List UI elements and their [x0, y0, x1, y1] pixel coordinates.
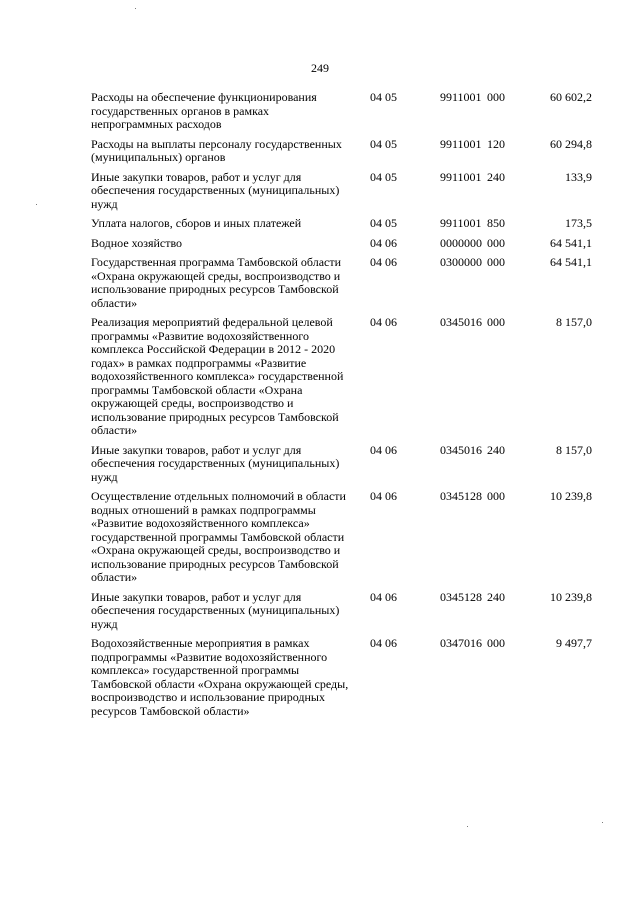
scan-speck — [467, 826, 468, 827]
target-article-code: 0345016 — [440, 315, 482, 329]
target-article-code: 9911001 — [440, 216, 482, 230]
expense-name: Уплата налогов, сборов и иных платежей — [91, 216, 302, 230]
expense-type-code: 000 — [487, 90, 505, 104]
expense-type-code: 000 — [487, 315, 505, 329]
target-article-code: 0000000 — [440, 235, 482, 250]
expense-type-code: 000 — [487, 255, 505, 269]
target-article-code: 9911001 — [440, 169, 482, 184]
section-code: 04 05 — [370, 169, 397, 184]
table-row — [0, 171, 640, 212]
expense-name: Осуществление отдельных полномочий в области водных отношений в рамках подпрограммы «Развитие водохозяйственного комплекса» государственной программы Тамбовской области «Охрана окружающей среды, воспроизводство и использование природных ресурсов Тамбовской области» — [91, 489, 346, 584]
target-article-code: 0347016 — [440, 636, 482, 650]
expense-name: Расходы на обеспечение функционирования государственных органов в рамках непрограммных расходов — [91, 90, 317, 131]
amount: 8 157,0 — [556, 442, 592, 457]
table-row — [0, 316, 640, 438]
scan-speck — [602, 822, 603, 823]
expense-name: Иные закупки товаров, работ и услуг для обеспечения государственных (муниципальных) нужд — [91, 169, 340, 211]
amount: 173,5 — [565, 216, 592, 230]
table-row — [0, 217, 640, 231]
target-article-code: 9911001 — [440, 136, 482, 151]
scan-speck — [36, 204, 37, 205]
section-code: 04 06 — [370, 489, 397, 503]
expense-name: Иные закупки товаров, работ и услуг для обеспечения государственных (муниципальных) нужд — [91, 589, 340, 631]
expense-name: Иные закупки товаров, работ и услуг для обеспечения государственных (муниципальных) нужд — [91, 442, 340, 484]
section-code: 04 05 — [370, 90, 397, 104]
amount: 9 497,7 — [556, 636, 592, 650]
target-article-code: 0345128 — [440, 489, 482, 503]
target-article-code: 0345016 — [440, 442, 482, 457]
target-article-code: 0300000 — [440, 255, 482, 269]
section-code: 04 06 — [370, 235, 397, 250]
expense-name: Водное хозяйство — [91, 235, 183, 250]
table-row — [0, 256, 640, 310]
expense-name: Реализация мероприятий федеральной целевой программы «Развитие водохозяйственного комплекса Российской Федерации в 2012 - 2020 годах» в рамках подпрограммы «Развитие водохозяйственного комплекса» государственной программы Тамбовской области «Охрана окружающей среды, воспроизводство и использование природных ресурсов Тамбовской области» — [91, 315, 344, 437]
amount: 60 602,2 — [550, 90, 592, 104]
amount: 133,9 — [565, 169, 592, 184]
amount: 64 541,1 — [550, 235, 592, 250]
scan-speck — [135, 8, 136, 9]
table-row — [0, 444, 640, 485]
expense-name: Расходы на выплаты персоналу государственных (муниципальных) органов — [91, 136, 342, 164]
expense-type-code: 000 — [487, 636, 505, 650]
expense-type-code: 120 — [487, 136, 505, 151]
expense-name: Водохозяйственные мероприятия в рамках подпрограммы «Развитие водохозяйственного комплекса» государственной программы Тамбовской области «Охрана окружающей среды, воспроизводство и использование природных ресурсов Тамбовской области» — [91, 636, 349, 718]
page-number: 249 — [311, 61, 329, 75]
section-code: 04 06 — [370, 315, 397, 329]
amount: 10 239,8 — [550, 589, 592, 604]
table-row — [0, 637, 640, 718]
amount: 60 294,8 — [550, 136, 592, 151]
table-row — [0, 91, 640, 132]
section-code: 04 06 — [370, 442, 397, 457]
table-row — [0, 591, 640, 632]
expense-type-code: 240 — [487, 442, 505, 457]
table-row — [0, 490, 640, 585]
section-code: 04 06 — [370, 589, 397, 604]
expense-name: Государственная программа Тамбовской области «Охрана окружающей среды, воспроизводство и использование природных ресурсов Тамбовской области» — [91, 255, 342, 310]
amount: 8 157,0 — [556, 315, 592, 329]
expense-type-code: 000 — [487, 489, 505, 503]
target-article-code: 9911001 — [440, 90, 482, 104]
expense-type-code: 240 — [487, 169, 505, 184]
amount: 64 541,1 — [550, 255, 592, 269]
expense-type-code: 240 — [487, 589, 505, 604]
section-code: 04 05 — [370, 136, 397, 151]
section-code: 04 05 — [370, 216, 397, 230]
budget-table — [0, 91, 640, 724]
table-row — [0, 237, 640, 251]
section-code: 04 06 — [370, 636, 397, 650]
target-article-code: 0345128 — [440, 589, 482, 604]
table-row — [0, 138, 640, 165]
expense-type-code: 850 — [487, 216, 505, 230]
amount: 10 239,8 — [550, 489, 592, 503]
section-code: 04 06 — [370, 255, 397, 269]
expense-type-code: 000 — [487, 235, 505, 250]
